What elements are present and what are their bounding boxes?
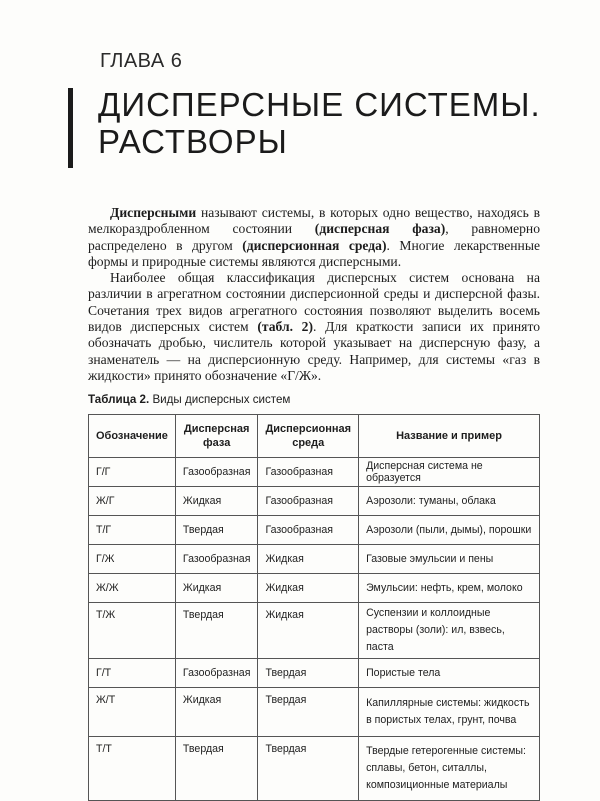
table-row xyxy=(89,458,540,487)
cell-dispersed-phase: Твердая xyxy=(175,603,258,659)
cell-dispersed-phase: Твердая xyxy=(175,516,258,545)
cell-dispersed-phase: Твердая xyxy=(175,737,258,801)
table-caption-title: Виды дисперсных систем xyxy=(149,393,291,406)
chapter-title-line-1: ДИСПЕРСНЫЕ СИСТЕМЫ. xyxy=(98,86,541,123)
cell-name-example: Пористые тела xyxy=(359,659,540,688)
cell-designation: Т/Г xyxy=(89,516,176,545)
p2-text-a: Наиболее общая классификация дисперсных систем основана на различии в агрегатном состоянии дисперсионной среды и дисперсной фазы. Сочетания трех видов агрегатного состояния позволяют выделить восемь видов дисперсных систем xyxy=(88,270,540,335)
cell-dispersed-phase: Газообразная xyxy=(175,545,258,574)
chapter-title xyxy=(98,86,568,160)
chapter-title-line-2: РАСТВОРЫ xyxy=(98,123,288,160)
p2-text-b: . Для краткости записи их принято обозначать дробью, числитель которой указывает на дисперсную фазу, а знаменатель — на дисперсионную среду. Например, для системы «газ в жидкости» принято обозначение «Г/Ж». xyxy=(88,319,540,383)
table-caption xyxy=(88,393,290,406)
term-dispersnymi: Дисперсными xyxy=(110,205,197,220)
cell-designation: Ж/Т xyxy=(89,688,176,737)
cell-name-example: Твердые гетерогенные системы: сплавы, бетон, ситаллы, композиционные материалы xyxy=(359,737,540,801)
cell-dispersion-medium: Газообразная xyxy=(258,487,359,516)
cell-name-example: Газовые эмульсии и пены xyxy=(359,545,540,574)
cell-dispersion-medium: Газообразная xyxy=(258,516,359,545)
term-dispersionnaya-sreda: (дисперсионная среда) xyxy=(242,237,387,253)
paragraph-1 xyxy=(88,205,540,270)
cell-designation: Г/Ж xyxy=(89,545,176,574)
table-row xyxy=(89,516,540,545)
p1-text-b: , равномерно распределено в другом xyxy=(88,221,540,253)
cell-name-example: Суспензии и коллоидные растворы (золи): ил, взвесь, паста xyxy=(359,603,540,659)
cell-dispersion-medium: Газообразная xyxy=(258,458,359,487)
p1-text-a: называют системы, в которых одно вещество, находясь в мелкораздробленном состоянии xyxy=(88,205,540,237)
cell-designation: Т/Т xyxy=(89,737,176,801)
cell-designation: Г/Г xyxy=(89,458,176,487)
cell-name-example: Дисперсная система не образуется xyxy=(359,458,540,487)
cell-dispersion-medium: Жидкая xyxy=(258,603,359,659)
cell-dispersed-phase: Газообразная xyxy=(175,659,258,688)
table-row xyxy=(89,737,540,801)
cell-dispersed-phase: Жидкая xyxy=(175,574,258,603)
cell-dispersion-medium: Жидкая xyxy=(258,545,359,574)
cell-dispersion-medium: Жидкая xyxy=(258,574,359,603)
cell-dispersed-phase: Жидкая xyxy=(175,688,258,737)
header-dispersion-medium: Дисперсионная среда xyxy=(258,415,359,458)
p1-text-c: . Многие лекарственные формы и природные системы являются дисперсными. xyxy=(88,237,540,269)
chapter-label: ГЛАВА 6 xyxy=(100,50,183,72)
disperse-systems-table xyxy=(88,414,540,801)
table-row xyxy=(89,659,540,688)
table-row xyxy=(89,545,540,574)
body-text xyxy=(88,205,540,384)
cell-dispersion-medium: Твердая xyxy=(258,688,359,737)
table-row xyxy=(89,487,540,516)
cell-dispersed-phase: Жидкая xyxy=(175,487,258,516)
cell-designation: Ж/Г xyxy=(89,487,176,516)
header-dispersed-phase: Дисперсная фаза xyxy=(175,415,258,458)
cell-name-example: Аэрозоли (пыли, дымы), порошки xyxy=(359,516,540,545)
paragraph-2 xyxy=(88,270,540,384)
cell-dispersion-medium: Твердая xyxy=(258,659,359,688)
cell-name-example: Эмульсии: нефть, крем, молоко xyxy=(359,574,540,603)
cell-name-example: Аэрозоли: туманы, облака xyxy=(359,487,540,516)
table-reference: (табл. 2) xyxy=(257,319,313,335)
term-dispersnaya-faza: (дисперсная фаза) xyxy=(314,221,446,237)
cell-dispersion-medium: Твердая xyxy=(258,737,359,801)
cell-designation: Ж/Ж xyxy=(89,574,176,603)
cell-designation: Г/Т xyxy=(89,659,176,688)
table-row xyxy=(89,603,540,659)
table-caption-number: Таблица 2. xyxy=(88,393,150,406)
cell-name-example: Капиллярные системы: жидкость в пористых телах, грунт, почва xyxy=(359,688,540,737)
table-row xyxy=(89,688,540,737)
header-designation: Обозначение xyxy=(89,415,176,458)
title-rule xyxy=(68,88,73,168)
cell-designation: Т/Ж xyxy=(89,603,176,659)
table-header-row xyxy=(89,415,540,458)
table-row xyxy=(89,574,540,603)
cell-dispersed-phase: Газообразная xyxy=(175,458,258,487)
header-name-example: Название и пример xyxy=(359,415,540,458)
